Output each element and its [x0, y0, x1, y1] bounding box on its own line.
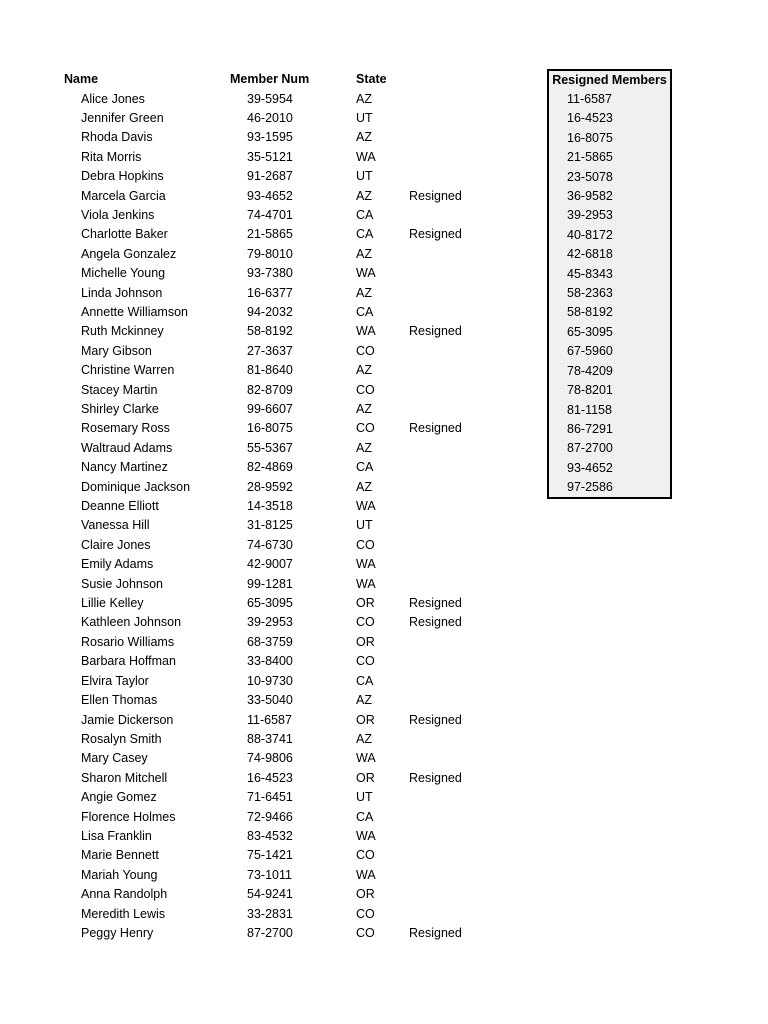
member-name-cell: Marcela Garcia: [81, 188, 166, 203]
member-num-cell: 74-6730: [247, 537, 293, 552]
member-name-cell: Susie Johnson: [81, 576, 164, 591]
status-cell: Resigned: [409, 596, 462, 611]
state-cell: CO: [356, 537, 375, 552]
member-name-cell: Jamie Dickerson: [81, 712, 174, 727]
member-name-cell: Mary Gibson: [81, 343, 152, 358]
resigned-member-num: 16-8075: [567, 130, 613, 145]
table-row: [0, 128, 520, 147]
member-num-cell: 28-9592: [247, 479, 293, 494]
table-row: [0, 245, 520, 264]
resigned-member-num: 65-3095: [567, 324, 613, 339]
member-num-cell: 21-5865: [247, 227, 293, 242]
resigned-member-num: 45-8343: [567, 266, 613, 281]
table-row: [0, 691, 520, 710]
state-cell: AZ: [356, 363, 372, 378]
table-row: [0, 342, 520, 361]
resigned-member-num: 67-5960: [567, 344, 613, 359]
table-row: [0, 846, 520, 865]
state-cell: CO: [356, 382, 375, 397]
resigned-member-num: 87-2700: [567, 441, 613, 456]
state-cell: AZ: [356, 731, 372, 746]
member-name-cell: Angie Gomez: [81, 790, 157, 805]
state-cell: OR: [356, 887, 375, 902]
member-num-cell: 99-6607: [247, 402, 293, 416]
resigned-members-box: [547, 69, 672, 499]
member-num-cell: 83-4532: [247, 828, 293, 843]
member-name-cell: Viola Jenkins: [81, 207, 155, 222]
resigned-member-num: 97-2586: [567, 480, 613, 495]
header-member-num: Member Num: [230, 72, 310, 86]
member-name-cell: Florence Holmes: [81, 809, 176, 824]
member-name-cell: Christine Warren: [81, 363, 175, 378]
member-num-cell: 33-2831: [247, 906, 293, 921]
member-name-cell: Kathleen Johnson: [81, 615, 182, 630]
member-name-cell: Rhoda Davis: [81, 130, 153, 145]
table-row: [0, 516, 520, 535]
state-cell: WA: [356, 576, 376, 591]
status-cell: Resigned: [409, 188, 462, 203]
table-row: [0, 109, 520, 128]
table-row: [0, 827, 520, 846]
member-num-cell: 39-2953: [247, 615, 293, 630]
member-name-cell: Dominique Jackson: [81, 479, 191, 494]
state-cell: WA: [356, 867, 376, 882]
member-name-cell: Linda Johnson: [81, 285, 163, 300]
state-cell: OR: [356, 634, 375, 649]
state-cell: UT: [356, 790, 373, 805]
member-num-cell: 82-4869: [247, 460, 293, 475]
state-cell: WA: [356, 751, 376, 766]
resigned-members-list: [549, 90, 670, 498]
table-row: [0, 381, 520, 400]
member-name-cell: Mariah Young: [81, 867, 158, 882]
member-num-cell: 33-5040: [247, 693, 293, 708]
status-cell: Resigned: [409, 421, 462, 436]
state-cell: CO: [356, 421, 375, 436]
state-cell: OR: [356, 770, 375, 785]
table-row: [0, 497, 520, 516]
state-cell: AZ: [356, 479, 372, 494]
table-row: [0, 613, 520, 632]
table-row: [0, 905, 520, 924]
header-name: Name: [64, 72, 99, 86]
table-row: [0, 769, 520, 788]
member-num-cell: 39-5954: [247, 91, 293, 106]
member-name-cell: Sharon Mitchell: [81, 770, 168, 785]
member-name-cell: Elvira Taylor: [81, 673, 149, 688]
status-cell: Resigned: [409, 925, 462, 940]
state-cell: CA: [356, 673, 374, 688]
table-row: [0, 536, 520, 555]
member-name-cell: Alice Jones: [81, 91, 145, 106]
member-num-cell: 74-9806: [247, 751, 293, 766]
resigned-member-num: 23-5078: [567, 169, 613, 184]
member-name-cell: Nancy Martinez: [81, 460, 168, 475]
resigned-member-num: 21-5865: [567, 150, 613, 165]
member-name-cell: Emily Adams: [81, 557, 154, 572]
table-row: [0, 284, 520, 303]
status-cell: Resigned: [409, 770, 462, 785]
table-row: [0, 187, 520, 206]
state-cell: CO: [356, 848, 375, 863]
member-name-cell: Jennifer Green: [81, 110, 164, 125]
member-num-cell: 33-8400: [247, 654, 293, 669]
member-num-cell: 72-9466: [247, 809, 293, 824]
state-cell: AZ: [356, 402, 372, 416]
table-row: [0, 633, 520, 652]
member-num-cell: 99-1281: [247, 576, 293, 591]
member-num-cell: 68-3759: [247, 634, 293, 649]
table-row: [0, 419, 520, 438]
state-cell: WA: [356, 828, 376, 843]
status-cell: Resigned: [409, 227, 462, 242]
table-row: [0, 575, 520, 594]
state-cell: CO: [356, 615, 375, 630]
member-name-cell: Rosario Williams: [81, 634, 175, 649]
state-cell: AZ: [356, 285, 372, 300]
resigned-member-num: 86-7291: [567, 421, 613, 436]
resigned-member-num: 40-8172: [567, 227, 613, 242]
member-num-cell: 46-2010: [247, 110, 293, 125]
state-cell: WA: [356, 149, 376, 164]
state-cell: CA: [356, 304, 374, 319]
table-row: [0, 303, 520, 322]
member-name-cell: Debra Hopkins: [81, 169, 164, 184]
state-cell: WA: [356, 266, 376, 281]
table-row: [0, 711, 520, 730]
table-row: [0, 225, 520, 244]
member-num-cell: 42-9007: [247, 557, 293, 572]
state-cell: AZ: [356, 440, 372, 455]
member-num-cell: 79-8010: [247, 246, 293, 261]
member-name-cell: Vanessa Hill: [81, 518, 150, 533]
member-num-cell: 74-4701: [247, 207, 293, 222]
member-num-cell: 35-5121: [247, 149, 293, 164]
resigned-member-num: 58-8192: [567, 305, 613, 320]
state-cell: CA: [356, 809, 374, 824]
member-num-cell: 11-6587: [247, 712, 292, 727]
state-cell: CO: [356, 654, 375, 669]
member-name-cell: Lisa Franklin: [81, 828, 152, 843]
table-row: [0, 808, 520, 827]
member-num-cell: 14-3518: [247, 499, 293, 514]
member-num-cell: 71-6451: [247, 790, 293, 805]
member-num-cell: 93-4652: [247, 188, 293, 203]
table-row: [0, 555, 520, 574]
member-num-cell: 31-8125: [247, 518, 293, 533]
state-cell: WA: [356, 324, 376, 339]
table-row: [0, 749, 520, 768]
member-name-cell: Lillie Kelley: [81, 596, 144, 611]
member-name-cell: Waltraud Adams: [81, 440, 173, 455]
status-cell: Resigned: [409, 712, 462, 727]
state-cell: WA: [356, 499, 376, 514]
member-name-cell: Ruth Mckinney: [81, 324, 164, 339]
member-name-cell: Peggy Henry: [81, 925, 154, 940]
member-num-cell: 73-1011: [247, 867, 292, 882]
member-name-cell: Barbara Hoffman: [81, 654, 176, 669]
member-name-cell: Annette Williamson: [81, 304, 188, 319]
member-num-cell: 88-3741: [247, 731, 293, 746]
member-num-cell: 75-1421: [247, 848, 293, 863]
resigned-member-num: 39-2953: [567, 208, 613, 223]
table-row: [0, 439, 520, 458]
members-table: [0, 90, 520, 944]
table-row: [0, 652, 520, 671]
state-cell: CA: [356, 227, 374, 242]
resigned-member-num: 78-8201: [567, 383, 613, 398]
table-row: [0, 148, 520, 167]
member-name-cell: Deanne Elliott: [81, 499, 159, 514]
member-num-cell: 55-5367: [247, 440, 293, 455]
resigned-members-title: Resigned Members: [552, 73, 667, 87]
member-name-cell: Charlotte Baker: [81, 227, 168, 242]
resigned-member-num: 42-6818: [567, 247, 613, 262]
member-name-cell: Rita Morris: [81, 149, 142, 164]
member-num-cell: 54-9241: [247, 887, 293, 902]
member-name-cell: Shirley Clarke: [81, 402, 159, 416]
table-row: [0, 400, 520, 419]
state-cell: AZ: [356, 693, 372, 708]
member-num-cell: 16-4523: [247, 770, 293, 785]
state-cell: CO: [356, 925, 375, 940]
member-num-cell: 10-9730: [247, 673, 293, 688]
resigned-member-num: 78-4209: [567, 363, 613, 378]
member-num-cell: 16-6377: [247, 285, 293, 300]
member-num-cell: 91-2687: [247, 169, 293, 184]
table-row: [0, 885, 520, 904]
state-cell: CA: [356, 207, 374, 222]
table-row: [0, 322, 520, 341]
member-num-cell: 93-7380: [247, 266, 293, 281]
member-name-cell: Mary Casey: [81, 751, 148, 766]
member-name-cell: Rosemary Ross: [81, 421, 170, 436]
resigned-member-num: 16-4523: [567, 111, 613, 126]
state-cell: UT: [356, 110, 373, 125]
state-cell: UT: [356, 518, 373, 533]
state-cell: OR: [356, 712, 375, 727]
status-cell: Resigned: [409, 324, 462, 339]
table-row: [0, 924, 520, 943]
state-cell: WA: [356, 557, 376, 572]
member-num-cell: 81-8640: [247, 363, 293, 378]
table-row: [0, 478, 520, 497]
state-cell: CO: [356, 343, 375, 358]
table-row: [0, 167, 520, 186]
resigned-member-num: 58-2363: [567, 286, 613, 301]
member-num-cell: 82-8709: [247, 382, 293, 397]
state-cell: AZ: [356, 246, 372, 261]
state-cell: OR: [356, 596, 375, 611]
state-cell: AZ: [356, 91, 372, 106]
resigned-member-num: 11-6587: [567, 92, 612, 106]
member-num-cell: 58-8192: [247, 324, 293, 339]
table-row: [0, 206, 520, 225]
member-num-cell: 65-3095: [247, 596, 293, 611]
member-name-cell: Michelle Young: [81, 266, 166, 281]
member-num-cell: 93-1595: [247, 130, 293, 145]
member-name-cell: Meredith Lewis: [81, 906, 166, 921]
table-row: [0, 866, 520, 885]
status-cell: Resigned: [409, 615, 462, 630]
state-cell: CO: [356, 906, 375, 921]
member-name-cell: Angela Gonzalez: [81, 246, 177, 261]
member-name-cell: Stacey Martin: [81, 382, 158, 397]
table-row: [0, 458, 520, 477]
member-num-cell: 87-2700: [247, 925, 293, 940]
resigned-member-num: 81-1158: [567, 402, 612, 417]
member-name-cell: Anna Randolph: [81, 887, 168, 902]
member-name-cell: Ellen Thomas: [81, 693, 158, 708]
member-num-cell: 16-8075: [247, 421, 293, 436]
table-row: [0, 672, 520, 691]
header-state: State: [356, 72, 387, 86]
table-row: [0, 90, 520, 109]
state-cell: AZ: [356, 130, 372, 145]
member-num-cell: 94-2032: [247, 304, 293, 319]
resigned-member-num: 93-4652: [567, 460, 613, 475]
table-row: [0, 594, 520, 613]
member-num-cell: 27-3637: [247, 343, 293, 358]
state-cell: UT: [356, 169, 373, 184]
table-row: [0, 264, 520, 283]
table-row: [0, 788, 520, 807]
member-name-cell: Rosalyn Smith: [81, 731, 162, 746]
resigned-member-num: 36-9582: [567, 189, 613, 204]
member-name-cell: Marie Bennett: [81, 848, 159, 863]
state-cell: CA: [356, 460, 374, 475]
table-row: [0, 361, 520, 380]
state-cell: AZ: [356, 188, 372, 203]
table-row: [0, 730, 520, 749]
member-name-cell: Claire Jones: [81, 537, 151, 552]
